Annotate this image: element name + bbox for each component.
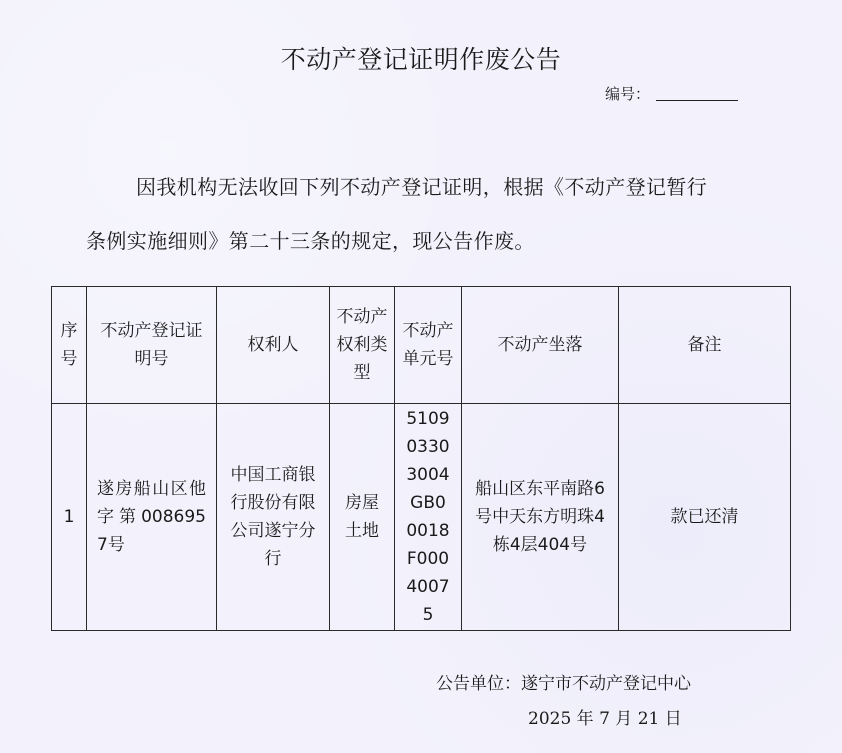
cell-unit-no: 510903303004GB00018F00040075 bbox=[395, 404, 462, 631]
announcement-date: 2025 年 7 月 21 日 bbox=[528, 709, 682, 729]
serial-label: 编号： bbox=[605, 85, 651, 103]
cell-location: 船山区东平南路6号中天东方明珠4栋4层404号 bbox=[462, 404, 619, 631]
cell-remark: 款已还清 bbox=[619, 404, 791, 631]
cell-seq: 1 bbox=[52, 404, 87, 631]
cell-certificate-no: 遂房船山区他字第0086957号 bbox=[87, 404, 217, 631]
announcement-table bbox=[51, 286, 791, 631]
table-header-row bbox=[52, 287, 791, 404]
announcement-table-wrapper bbox=[51, 286, 790, 628]
header-obligee: 权利人 bbox=[217, 287, 330, 404]
announcing-unit: 公告单位：遂宁市不动产登记中心 bbox=[436, 674, 691, 694]
announcement-line-1: 因我机构无法收回下列不动产登记证明，根据《不动产登记暂行 bbox=[136, 175, 708, 199]
serial-underline bbox=[656, 86, 738, 101]
header-location: 不动产坐落 bbox=[462, 287, 619, 404]
cell-right-type: 房屋土地 bbox=[330, 404, 395, 631]
serial-number-field bbox=[605, 83, 738, 104]
header-remark: 备注 bbox=[619, 287, 791, 404]
table-row bbox=[52, 404, 791, 631]
cell-obligee: 中国工商银行股份有限公司遂宁分行 bbox=[217, 404, 330, 631]
header-seq: 序号 bbox=[52, 287, 87, 404]
announcement-line-2: 条例实施细则》第二十三条的规定，现公告作废。 bbox=[86, 229, 535, 253]
header-right-type: 不动产权利类型 bbox=[330, 287, 395, 404]
document-title: 不动产登记证明作废公告 bbox=[280, 45, 562, 74]
header-certificate-no: 不动产登记证明号 bbox=[87, 287, 217, 404]
header-unit-no: 不动产单元号 bbox=[395, 287, 462, 404]
